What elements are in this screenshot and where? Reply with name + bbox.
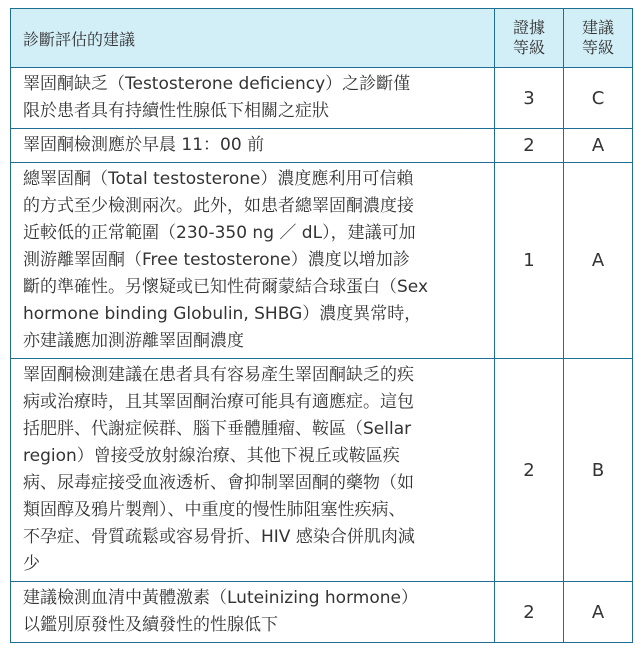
recommendation-line: 以鑑別原發性及續發性的性腺低下 [23, 615, 278, 635]
recommendation-line: 總睪固酮（Total testosterone）濃度應利用可信賴 [23, 169, 414, 189]
recommendation-line: 亦建議應加測游離睪固酮濃度 [23, 331, 244, 351]
recommendation-line: 類固醇及鴉片製劑）、中重度的慢性肺阻塞性疾病、 [23, 500, 406, 520]
recommendation-grade-cell: C [564, 68, 633, 129]
header-grade-line2: 等級 [581, 38, 614, 57]
recommendation-grade-cell: A [564, 582, 633, 643]
evidence-level-cell: 2 [495, 129, 564, 163]
recommendation-cell [11, 163, 495, 359]
recommendation-grade-cell: A [564, 129, 633, 163]
recommendation-line: 病或治療時，且其睪固酮治療可能具有適應症。這包 [23, 392, 414, 412]
recommendation-line: 睪固酮檢測應於早晨 11：00 前 [23, 135, 265, 155]
table-row [11, 129, 633, 163]
recommendation-line: 測游離睪固酮（Free testosterone）濃度以增加診 [23, 250, 410, 270]
header-recommendation: 診斷評估的建議 [11, 9, 495, 68]
recommendation-grade-cell: A [564, 163, 633, 359]
table-header-row [11, 9, 633, 68]
recommendation-line: 睪固酮檢測建議在患者具有容易產生睪固酮缺乏的疾 [23, 365, 414, 385]
recommendation-line: 近較低的正常範圍（230-350 ng ／ dL），建議可加 [23, 223, 416, 243]
recommendation-line: 少 [23, 554, 40, 574]
recommendation-line: 病、尿毒症接受血液透析、會抑制睪固酮的藥物（如 [23, 473, 414, 493]
evidence-level-cell: 3 [495, 68, 564, 129]
table-row [11, 68, 633, 129]
recommendation-line: region）曾接受放射線治療、其他下視丘或鞍區疾 [23, 446, 400, 466]
header-recommendation-grade [564, 9, 633, 68]
recommendation-line: 的方式至少檢測兩次。此外，如患者總睪固酮濃度接 [23, 196, 414, 216]
evidence-level-cell: 1 [495, 163, 564, 359]
header-evidence-line1: 證據 [512, 18, 545, 37]
recommendation-line: 建議檢測血清中黃體激素（Luteinizing hormone） [23, 588, 418, 608]
recommendation-line: 斷的準確性。另懷疑或已知性荷爾蒙結合球蛋白（Sex [23, 277, 429, 297]
recommendation-cell [11, 582, 495, 643]
recommendation-line: 限於患者具有持續性性腺低下相關之症狀 [23, 101, 329, 121]
header-grade-line1: 建議 [581, 18, 614, 37]
recommendation-line: 括肥胖、代謝症候群、腦下垂體腫瘤、鞍區（Sellar [23, 419, 412, 439]
header-evidence-level [495, 9, 564, 68]
table-row [11, 163, 633, 359]
recommendation-grade-cell: B [564, 359, 633, 582]
recommendation-line: 不孕症、骨質疏鬆或容易骨折、HIV 感染合併肌肉減 [23, 527, 415, 547]
recommendation-table [10, 8, 633, 643]
recommendation-cell [11, 359, 495, 582]
recommendation-line: hormone binding Globulin, SHBG）濃度異常時， [23, 304, 422, 324]
table-row [11, 359, 633, 582]
evidence-level-cell: 2 [495, 359, 564, 582]
recommendation-cell [11, 68, 495, 129]
table-row [11, 582, 633, 643]
header-evidence-line2: 等級 [512, 38, 545, 57]
recommendation-line: 睪固酮缺乏（Testosterone deficiency）之診斷僅 [23, 74, 411, 94]
evidence-level-cell: 2 [495, 582, 564, 643]
recommendation-cell [11, 129, 495, 163]
